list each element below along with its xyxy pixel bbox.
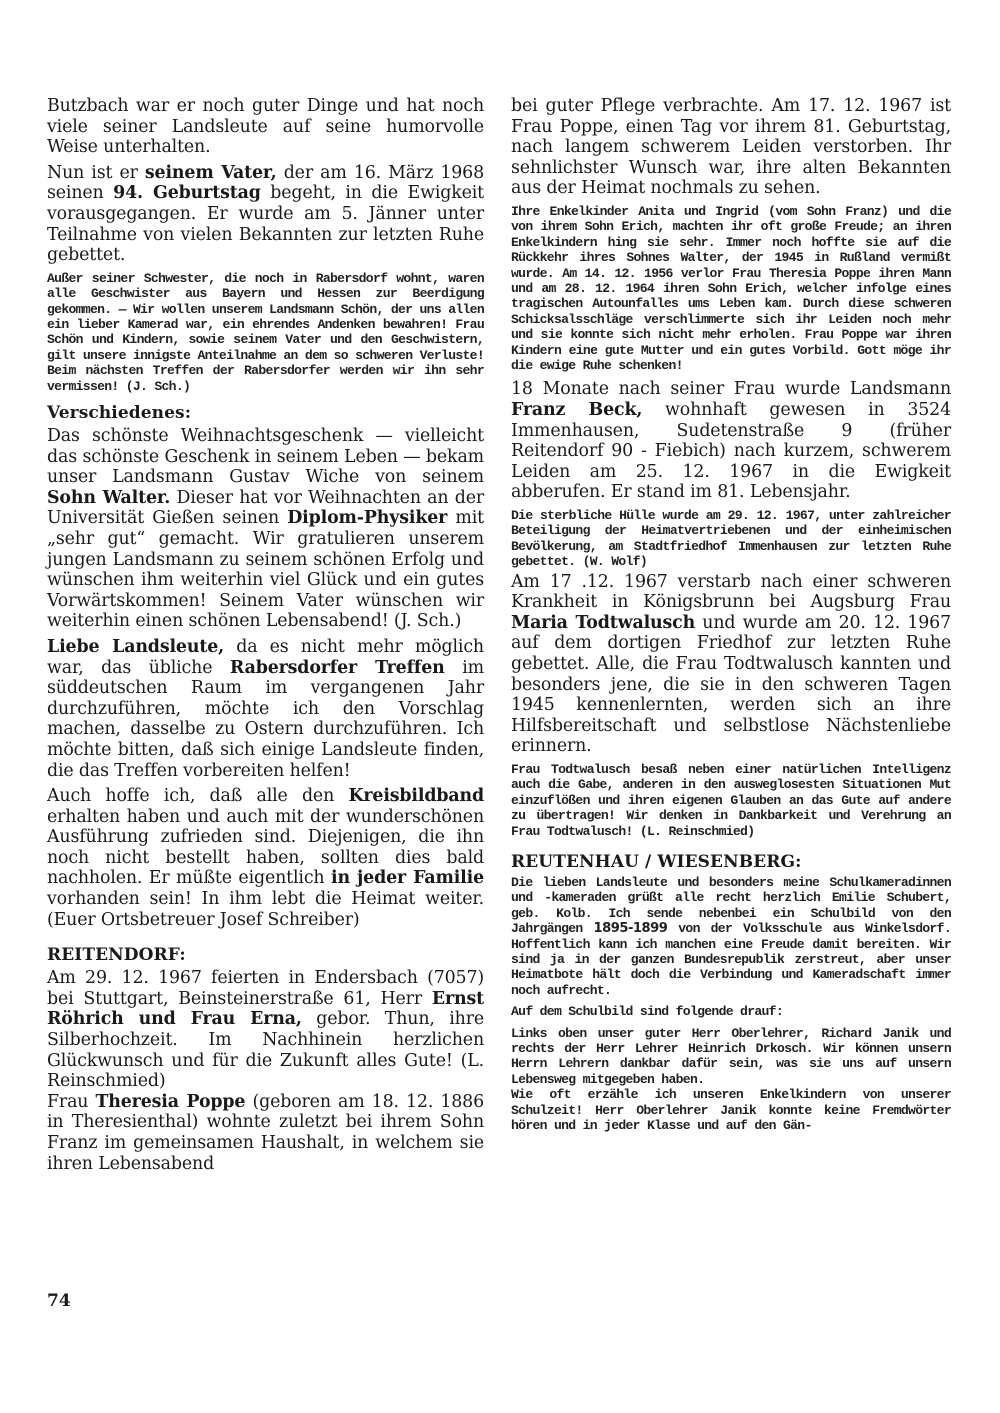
text: mit „sehr gut“ gemacht. Wir gratulieren unserem jungen Landsmann zu seinem schönen Erfolg und wünschen ihm weiterhin viel Glück und ein gutes Vorwärtskommen! Seinem Vater wünschen wir weiterhin einen schönen Lebensabend! (J. Sch.) [47, 508, 484, 632]
bold-text: Rabersdorfer Treffen [229, 657, 445, 678]
text: Dieser hat vor Weihnachten an der Universität Gießen seinen [47, 487, 484, 529]
paragraph-enkelkinder: Ihre Enkelkinder Anita und Ingrid (vom Sohn Franz) und die von ihrem Sohn Erich, machten ihr oft große Freude; an ihren Enkelkindern hing sie sehr. Immer noch hoffte sie auf die Rückkehr ihres Sohnes Walter, der 1945 in Rußland vermißt wurde. Am 14. 12. 1956 verlor Frau Theresia Poppe ihren Mann und am 28. 12. 1964 ihren Sohn Erich, welcher infolge eines tragischen Autounfalles ums Leben kam. Durch diese schweren Schicksalsschläge verschlimmerte sich ihr Leiden noch mehr und sie konnte sich nicht mehr erholen. Frau Poppe war ihren Kindern eine gute Mutter und ein gutes Vorbild. Gott möge ihr die ewige Ruhe schenken! [511, 203, 951, 374]
bold-text: 94. Geburtstag [113, 183, 261, 204]
paragraph-liebe-landsleute [47, 637, 484, 781]
text: Das schönste Weihnachtsgeschenk — vielleicht das schönste Geschenk in seinem Leben — bekam unser Landsmann Gustav Wiche von seinem [47, 426, 484, 488]
text: im süddeutschen Raum im vergangenen Jahr durchzuführen, möchte ich den Vorschlag machen, dasselbe zu Ostern durchzuführen. Ich möchte bitten, daß sich einige Landsleute finden, die das Treffen vorbereiten helfen! [47, 657, 484, 781]
bold-text: seinem Vater, [144, 162, 277, 183]
paragraph-schulzeit: Wie oft erzähle ich unseren Enkelkindern von unserer Schulzeit! Herr Oberlehrer Janik konnte keine Fremdwörter hören und in jeder Klasse und auf den Gän- [511, 1087, 951, 1134]
text: wohnhaft gewesen in 3524 Immenhausen, Sudetenstraße 9 (früher Reitendorf 90 - Fiebich) nach kurzem, schwerem Leiden am 25. 12. 1967 in die Ewigkeit abberufen. Er stand im 81. Lebensjahr. [511, 400, 951, 503]
bold-text: 1895-1899 [593, 921, 668, 937]
text: Am 17 .12. 1967 verstarb nach einer schweren Krankheit in Königsbrunn bei Augsburg Frau [511, 571, 951, 613]
paragraph-poppe-verstorben: bei guter Pflege verbrachte. Am 17. 12. 1967 ist Frau Poppe, einen Tag vor ihrem 81. Geburtstag, nach langem schwerem Leiden verstorben. Ihr sehnlichster Wunsch war, ihre alten Bekannten aus der Heimat nochmals zu sehen. [511, 96, 951, 199]
paragraph-weihnachtsgeschenk [47, 426, 484, 632]
bold-text: in jeder Familie [331, 868, 484, 889]
text: von der Volksschule aus Winkelsdorf. Hoffentlich kann ich manchen eine Freude damit bereiten. Wir sind ja in der ganzen Bundesrepublik zerstreut, aber unser Heimatbote hält doch die Verbindung und Kameradschaft immer noch aufrecht. [511, 921, 951, 998]
paragraph-franz-beck [511, 379, 951, 503]
text: da es nicht mehr möglich war, das übliche [47, 636, 484, 678]
text: vorhanden sein! In ihm lebt die Heimat weiter. (Euer Ortsbetreuer Josef Schreiber) [47, 889, 484, 930]
paragraph-theresia-poppe [47, 1092, 484, 1174]
paragraph-schulbild: Auf dem Schulbild sind folgende drauf: [511, 1004, 783, 1020]
text: erhalten haben und auch mit der wunderschönen Ausführung zufrieden sind. Diejenigen, die ihn noch nicht bestellt haben, sollten dies bald nachholen. Er müßte eigentlich [47, 806, 484, 889]
bold-text: Diplom-Physiker [287, 508, 448, 529]
bold-text: Sohn Walter. [47, 487, 171, 508]
section-heading-reutenhau-wiesenberg: REUTENHAU / WIESENBERG: [511, 852, 802, 872]
paragraph-sterbliche-huelle: Die sterbliche Hülle wurde am 29. 12. 1967, unter zahlreicher Beteiligung der Heimatvertriebenen und der einheimischen Bevölkerung, am Stadtfriedhof Immenhausen zur letzten Ruhe gebettet. (W. Wolf) [511, 508, 951, 570]
text: (geboren am 18. 12. 1886 in Theresienthal) wohnte zuletzt bei ihrem Sohn Franz im gemeinsamen Haushalt, in welchem sie ihren Lebensabend [47, 1091, 485, 1174]
paragraph-oberlehrer: Links oben unser guter Herr Oberlehrer, Richard Janik und rechts der Herr Lehrer Heinrich Drkosch. Wir können unsern Herrn Lehrern dankbar dafür sein, was sie uns auf unsern Lebensweg mitgegeben haben. [511, 1025, 951, 1087]
text: der am 16. März 1968 seinen [47, 162, 484, 204]
bold-text: Franz Beck, [511, 400, 643, 421]
text: begeht, in die Ewigkeit vorausgegangen. Er wurde am 5. Jänner unter Teilnahme von vielen Bekannten zur letzten Ruhe gebettet. [47, 183, 484, 266]
text: gebor. Thun, ihre Silberhochzeit. Im Nachhinein herzlichen Glückwunsch und für die Zukunft alles Gute! (L. Reinschmied) [47, 1009, 485, 1092]
right-column [511, 96, 951, 1140]
text: Auch hoffe ich, daß alle den [47, 786, 349, 807]
bold-text: Kreisbildband [348, 786, 484, 807]
paragraph-butzbach: Butzbach war er noch guter Dinge und hat noch viele seiner Landsleute auf seine humorvolle Weise unterhalten. [47, 96, 484, 158]
section-heading-verschiedenes: Verschiedenes: [47, 403, 192, 423]
paragraph-schulkameraden [511, 875, 951, 998]
text: und wurde am 20. 12. 1967 auf dem dortigen Friedhof zur letzten Ruhe gebettet. Alle, die Frau Todtwalusch kannten und besonders jene, die sie in den schweren Tagen 1945 kennenlernten, werden sich an ihre Hilfsbereitschaft und selbstlose Nächstenliebe erinnern. [511, 612, 952, 757]
section-heading-reitendorf: REITENDORF: [47, 945, 186, 966]
text: Frau [47, 1091, 96, 1112]
page-number: 74 [47, 1291, 71, 1311]
text: 18 Monate nach seiner Frau wurde Landsmann [511, 379, 951, 400]
left-column [47, 96, 484, 1179]
bold-text: Maria Todtwalusch [511, 612, 696, 633]
bold-text: Liebe Landsleute, [47, 636, 225, 657]
paragraph-todtwalusch-gabe: Frau Todtwalusch besaß neben einer natürlichen Intelligenz auch die Gabe, anderen in den ausweglosesten Situationen Mut einzuflößen und ihren eigenen Glauben an das Gute auf andere zu übertragen! Wir denken in Dankbarkeit und Verehrung an Frau Todtwalusch! (L. Reinschmied) [511, 761, 951, 839]
paragraph-silberhochzeit [47, 968, 484, 1092]
bold-text: Theresia Poppe [95, 1091, 246, 1112]
paragraph-vater [47, 163, 484, 266]
paragraph-kreisbildband [47, 786, 484, 930]
paragraph-maria-todtwalusch [511, 572, 951, 757]
bold-text: Ernst Röhrich und Frau Erna, [47, 988, 484, 1030]
text: Am 29. 12. 1967 feierten in Endersbach (7057) bei Stuttgart, Beinsteinerstraße 61, Herr [47, 968, 484, 1009]
text: Nun ist er [47, 162, 145, 183]
text: Die lieben Landsleute und besonders meine Schulkameradinnen und -kameraden grüßt alle recht herzlich Emilie Schubert, geb. Kolb. Ich sende nebenbei ein Schulbild von den Jahrgängen [511, 875, 951, 937]
paragraph-schwester: Außer seiner Schwester, die noch in Rabersdorf wohnt, waren alle Geschwister aus Bayern und Hessen zur Beerdigung gekommen. — Wir wollen unserem Landsmann Schön, der uns allen ein lieber Kamerad war, ein ehrendes Andenken bewahren! Frau Schön und Kindern, sowie seinem Vater und den Geschwistern, gilt unsere innigste Anteilnahme an dem so schweren Verluste! Beim nächsten Treffen der Rabersdorfer werden wir ihn sehr vermissen! (J. Sch.) [47, 270, 484, 394]
